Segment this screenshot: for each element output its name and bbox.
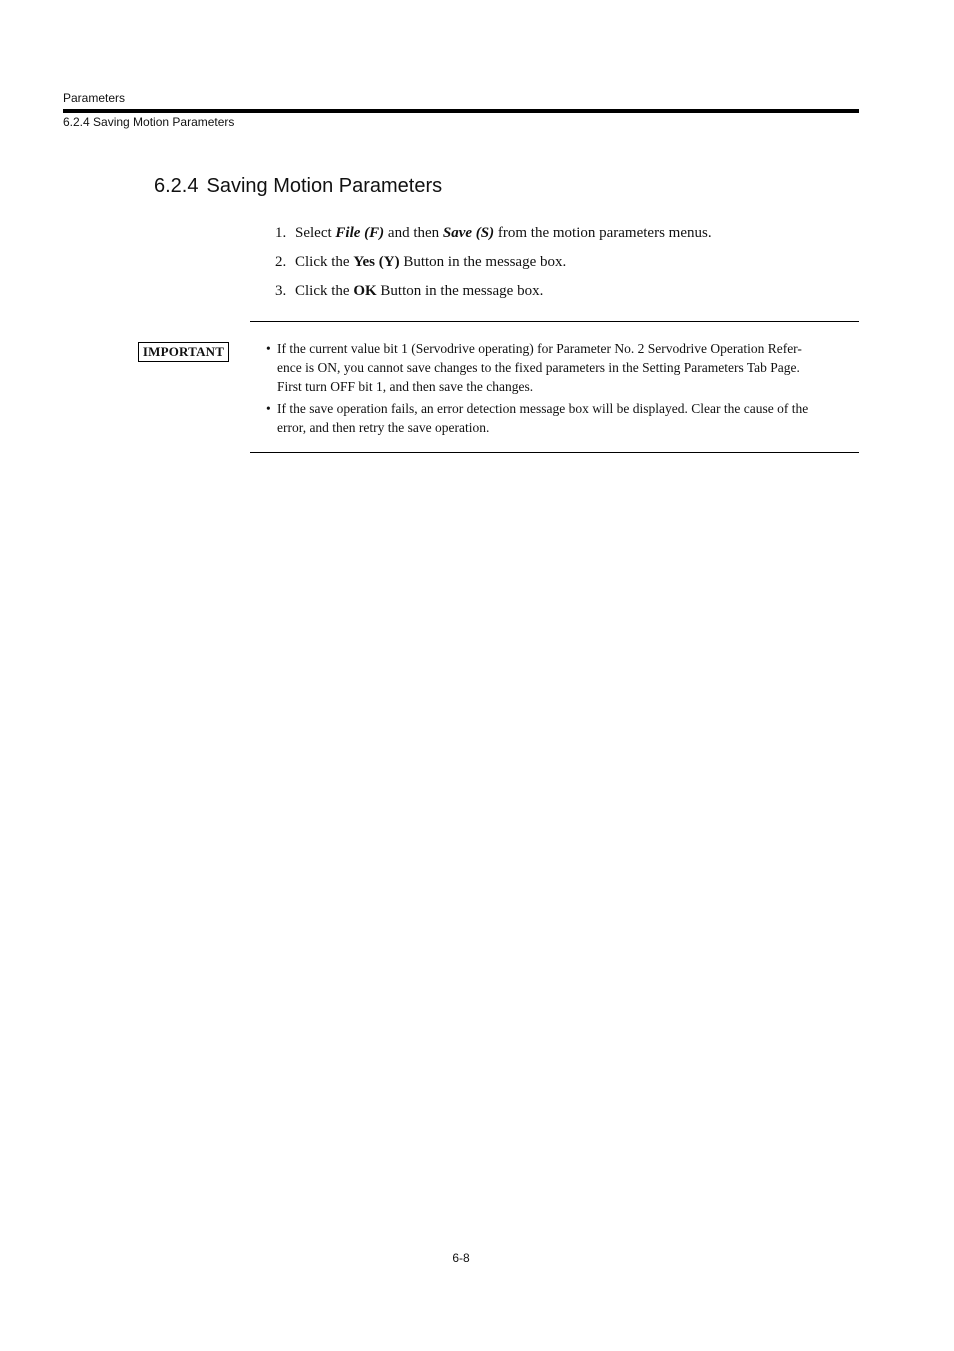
important-note-2	[266, 399, 856, 437]
important-rule-top	[250, 321, 859, 322]
procedure-steps	[275, 222, 712, 309]
step-1	[275, 222, 712, 251]
note-line: error, and then retry the save operation.	[277, 420, 490, 435]
important-notes	[266, 339, 856, 440]
step-number: 3.	[275, 283, 287, 299]
note-line: If the current value bit 1 (Servodrive operating) for Parameter No. 2 Servodrive Operation Refer-	[277, 341, 802, 356]
step-number: 2.	[275, 254, 287, 270]
yes-button-reference: Yes (Y)	[353, 254, 400, 270]
important-label: IMPORTANT	[138, 342, 229, 362]
step-text: Select	[295, 225, 336, 241]
section-title	[154, 173, 442, 199]
running-header-chapter: Parameters	[63, 91, 126, 105]
step-2	[275, 251, 712, 280]
ok-button-reference: OK	[353, 283, 377, 299]
page-number: 6-8	[452, 1251, 470, 1265]
important-note-1	[266, 339, 856, 396]
step-text: Button in the message box.	[399, 254, 567, 270]
note-line: First turn OFF bit 1, and then save the changes.	[277, 379, 534, 394]
step-text: Click the	[295, 254, 354, 270]
step-text: Click the	[295, 283, 354, 299]
step-text: Button in the message box.	[376, 283, 544, 299]
bullet-icon: •	[266, 401, 271, 416]
note-line: ence is ON, you cannot save changes to the fixed parameters in the Setting Parameters Tab Page.	[277, 360, 800, 375]
section-number: 6.2.4	[154, 175, 199, 197]
bullet-icon: •	[266, 341, 271, 356]
running-header-section: 6.2.4 Saving Motion Parameters	[63, 115, 235, 129]
important-rule-bottom	[250, 452, 859, 453]
menu-save-reference: Save (S)	[442, 225, 495, 241]
menu-file-reference: File (F)	[335, 225, 385, 241]
header-rule	[63, 109, 859, 113]
section-title-text: Saving Motion Parameters	[206, 175, 443, 197]
note-line: If the save operation fails, an error detection message box will be displayed. Clear the cause of the	[277, 401, 809, 416]
step-text: from the motion parameters menus.	[494, 225, 712, 241]
step-text: and then	[384, 225, 443, 241]
step-number: 1.	[275, 225, 287, 241]
step-3	[275, 280, 712, 309]
